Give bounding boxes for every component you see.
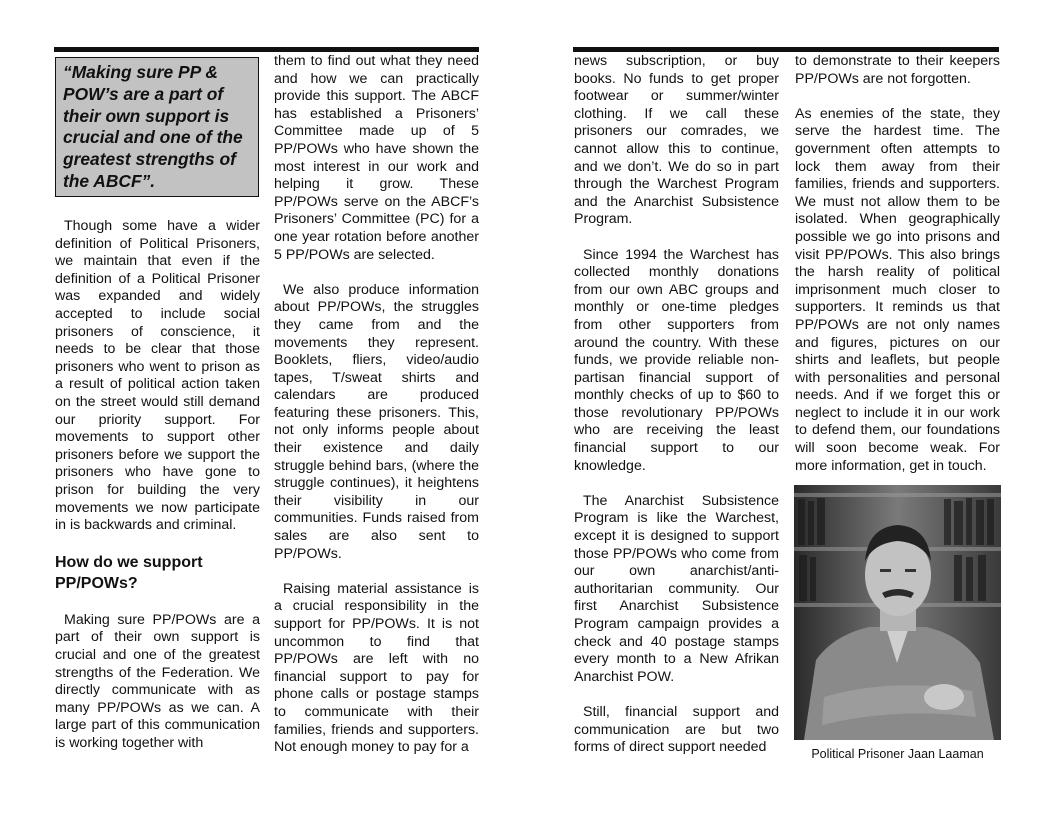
- column-2: [274, 53, 479, 757]
- col2-paragraph-1: them to find out what they need and how we can practically provide this support. The ABCF has established a Prisoners’ Committee made up of 5 PP/POWs who have shown the most interest in our work and helping it grow. These PP/POWs serve on the ABCF’s Prisoners’ Committee (PC) for a one year rotation before another 5 PP/POWs are selected.: [274, 53, 479, 263]
- col3-paragraph-4: Still, financial support and communication are but two forms of direct support needed: [574, 703, 779, 756]
- column-1: [55, 218, 260, 753]
- col3-paragraph-1: news subscription, or buy books. No funds to get proper footwear or summer/winter clothing. If we call these prisoners our comrades, we cannot allow this to continue, and we don’t. We do so in part through the Warchest Program and the Anarchist Subsistence Program.: [574, 53, 779, 228]
- photo-caption: Political Prisoner Jaan Laaman: [811, 747, 984, 761]
- col4-paragraph-1: to demonstrate to their keepers PP/POWs are not forgotten.: [795, 53, 1000, 87]
- right-page-top-rule: [573, 47, 999, 52]
- portrait-image: [794, 485, 1001, 740]
- col3-paragraph-3: The Anarchist Subsistence Program is like the Warchest, except it is designed to support those PP/POWs who come from our own anarchist/anti-authoritarian community. Our first Anarchist Subsistence Program campaign provides a check and 40 postage stamps every month to a New Afrikan Anarchist POW.: [574, 492, 779, 685]
- col3-paragraph-2: Since 1994 the Warchest has collected monthly donations from our own ABC groups and monthly or one-time pledges from other supporters from around the country. With these funds, we provide reliable non-partisan financial support of monthly checks of up to $60 to those revolutionary PP/POWs who are receiving the least financial support to our knowledge.: [574, 246, 779, 474]
- col1-paragraph-2: Making sure PP/POWs are a part of their own support is crucial and one of the greatest strengths of the Federation. We directly communicate with as many PP/POWs as we can. A large part of this communication is working together with: [55, 611, 260, 752]
- column-3: [574, 53, 779, 757]
- prisoner-photo: [794, 485, 1001, 740]
- section-heading: How do we support PP/POWs?: [55, 554, 203, 593]
- left-page-top-rule: [54, 47, 479, 52]
- pull-quote: “Making sure PP & POW’s are a part of their own support is crucial and one of the greatest strengths of the ABCF”.: [55, 57, 259, 197]
- col2-paragraph-3: Raising material assistance is a crucial responsibility in the support for PP/POWs. It is not uncommon to find that PP/POWs are left with no financial support to pay for phone calls or postage stamps to communicate with their families, friends and supporters. Not enough money to pay for a: [274, 580, 479, 756]
- col4-paragraph-2: As enemies of the state, they serve the hardest time. The government often attempts to lock them away from their families, friends and supporters. We must not allow them to be isolated. When geographically possible we go into prisons and visit PP/POWs. This also brings the harsh reality of political imprisonment much closer to supporters. It reminds us that PP/POWs are not only names and figures, pictures on our shirts and leaflets, but people with personalities and personal needs. And if we forget this or neglect to include it in our work to defend them, our foundations will soon become weak. For more information, get in touch.: [795, 105, 1000, 474]
- col1-paragraph-1: Though some have a wider definition of Political Prisoners, we maintain that even if the definition of a Political Prisoner was expanded and widely accepted to include social prisoners of conscience, it needs to be clear that those prisoners who went to prison as a result of political action taken on the street would still demand our priority support. For movements to support other prisoners before we support the prisoners who have gone to prison for building the very movements we now participate in is backwards and criminal.: [55, 218, 260, 534]
- column-4: [795, 53, 1000, 475]
- col2-paragraph-2: We also produce information about PP/POWs, the struggles they came from and the movements they represent. Booklets, fliers, video/audio tapes, T/sweat shirts and calendars are produced featuring these prisoners. This, not only informs people about their existence and daily struggle behind bars, (where the struggle continues), it heightens their visibility in our communities. Funds raised from sales are also sent to PP/POWs.: [274, 281, 479, 562]
